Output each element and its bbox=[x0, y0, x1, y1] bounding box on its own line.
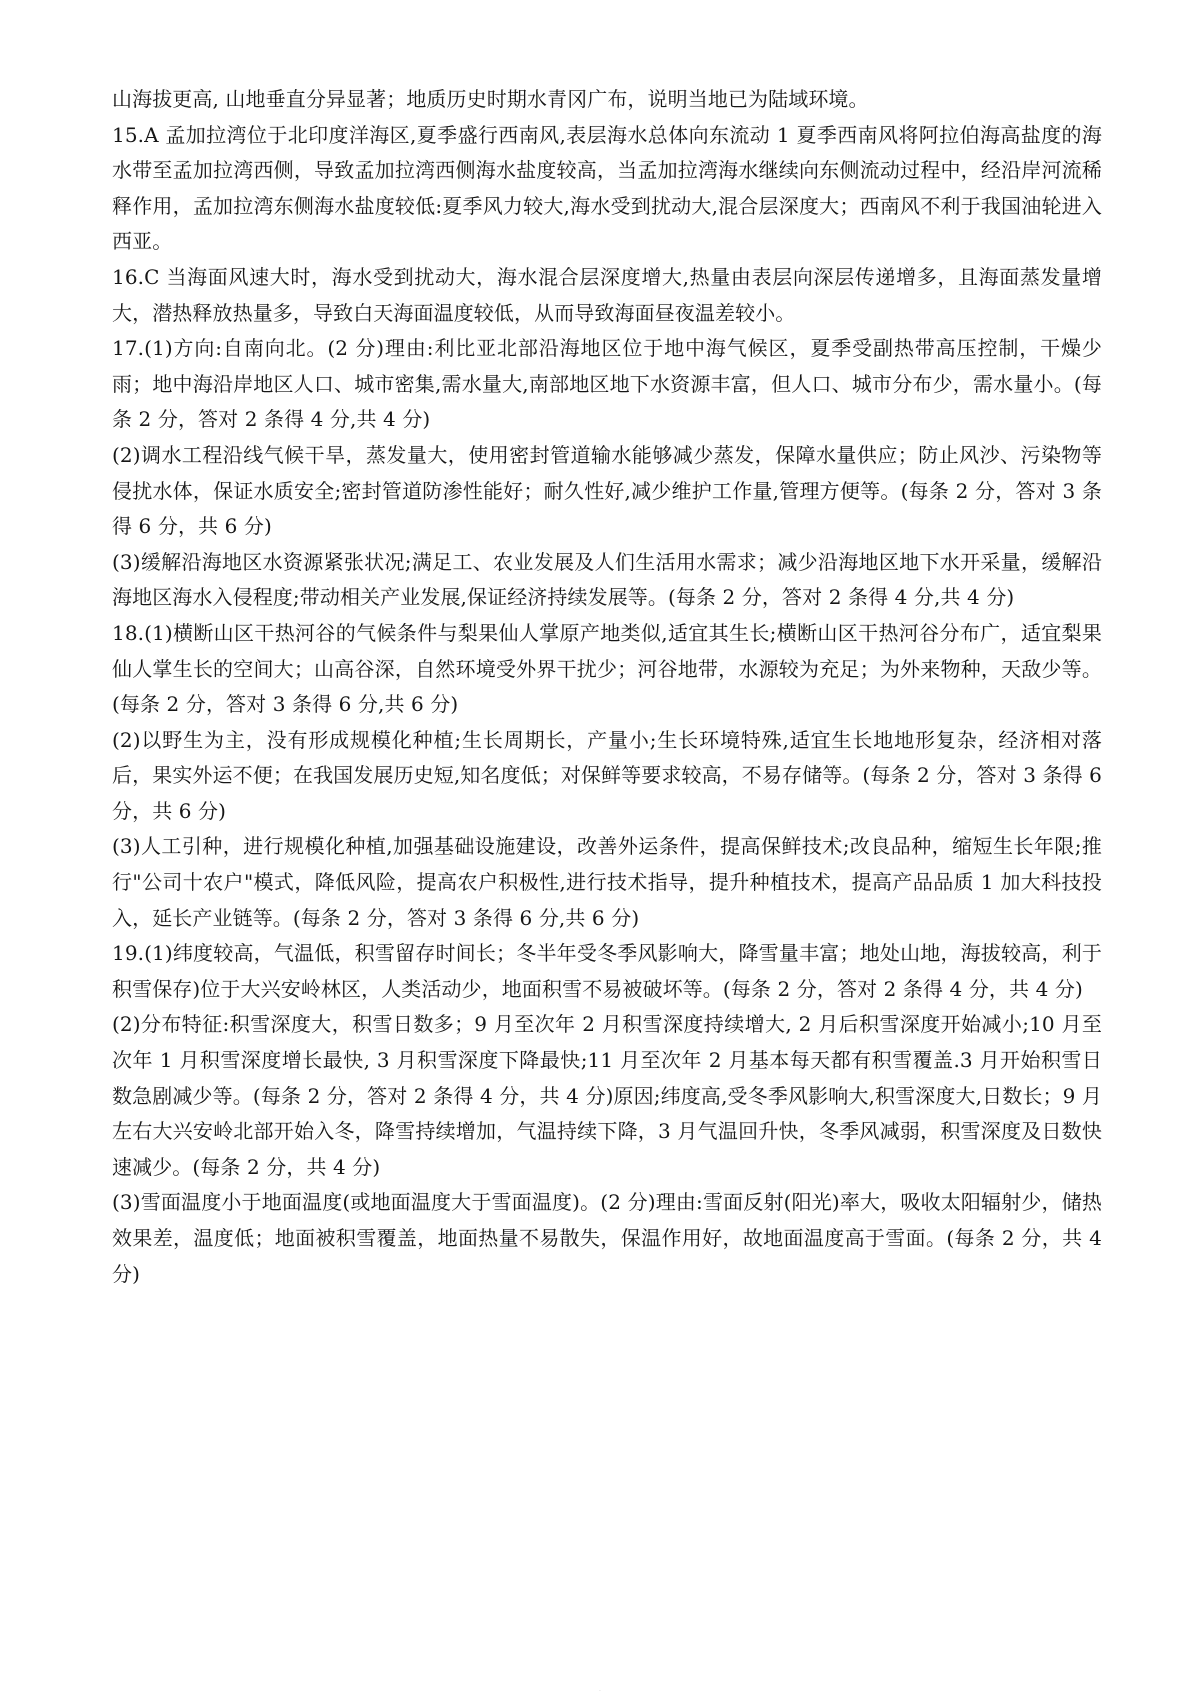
paragraph-answer-19-1: 19.(1)纬度较高，气温低，积雪留存时间长；冬半年受冬季风影响大，降雪量丰富；地处山地，海拔较高，利于积雪保存)位于大兴安岭林区，人类活动少，地面积雪不易被破坏等。(每条 2 分，答对 2 条得 4 分，共 4 分) bbox=[112, 941, 1102, 1001]
page-footer-dot: · bbox=[599, 1688, 601, 1695]
paragraph-answer-16: 16.C 当海面风速大时，海水受到扰动大，海水混合层深度增大,热量由表层向深层传递增多，且海面蒸发量增大，潜热释放热量多，导致白天海面温度较低，从而导致海面昼夜温差较小。 bbox=[112, 264, 1102, 325]
paragraph-answer-17-2: (2)调水工程沿线气候干旱，蒸发量大，使用密封管道输水能够减少蒸发，保障水量供应；防止风沙、污染物等侵扰水体，保证水质安全;密封管道防渗性能好；耐久性好,减少维护工作量,管理方便等。(每条 2 分，答对 3 条得 6 分，共 6 分) bbox=[112, 442, 1102, 539]
paragraph-answer-18-3: (3)人工引种，进行规模化种植,加强基础设施建设，改善外运条件，提高保鲜技术;改良品种，缩短生长年限;推行"公司十农户"模式，降低风险，提高农户积极性,进行技术指导，提升种植技术，提高产品品质 1 加大科技投入，延长产业链等。(每条 2 分，答对 3 条得 6 分,共 6 分) bbox=[112, 834, 1102, 930]
paragraph-answer-19-2: (2)分布特征:积雪深度大，积雪日数多；9 月至次年 2 月积雪深度持续增大, 2 月后积雪深度开始减小;10 月至次年 1 月积雪深度增长最快, 3 月积雪深度下降最快;11 月至次年 2 月基本每天都有积雪覆盖.3 月开始积雪日数急剧减少等。(每条 2 分，答对 2 条得 4 分，共 4 分)原因;纬度高,受冬季风影响大,积雪深度大,日数长；9 月左右大兴安岭北部开始入冬，降雪持续增加，气温持续下降，3 月气温回升快，冬季风减弱，积雪深度及日数快速减少。(每条 2 分，共 4 分) bbox=[112, 1012, 1102, 1179]
paragraph-answer-18-1: 18.(1)横断山区干热河谷的气候条件与梨果仙人掌原产地类似,适宜其生长;横断山区干热河谷分布广，适宜梨果仙人掌生长的空间大；山高谷深，自然环境受外界干扰少；河谷地带，水源较为充足；为外来物种，天敌少等。(每条 2 分，答对 3 条得 6 分,共 6 分) bbox=[112, 620, 1102, 717]
paragraph-answer-19-3: (3)雪面温度小于地面温度(或地面温度大于雪面温度)。(2 分)理由:雪面反射(阳光)率大，吸收太阳辐射少，储热效果差，温度低；地面被积雪覆盖，地面热量不易散失，保温作用好，故地面温度高于雪面。(每条 2 分，共 4 分) bbox=[112, 1190, 1102, 1286]
paragraph-answer-18-2: (2)以野生为主，没有形成规模化种植;生长周期长，产量小;生长环境特殊,适宜生长地地形复杂，经济相对落后，果实外运不便；在我国发展历史短,知名度低；对保鲜等要求较高，不易存储等。(每条 2 分，答对 3 条得 6 分，共 6 分) bbox=[112, 727, 1102, 823]
answer-document bbox=[112, 82, 1102, 1292]
paragraph-answer-17-3: (3)缓解沿海地区水资源紧张状况;满足工、农业发展及人们生活用水需求；减少沿海地区地下水开采量，缓解沿海地区海水入侵程度;带动相关产业发展,保证经济持续发展等。(每条 2 分，答对 2 条得 4 分,共 4 分) bbox=[112, 549, 1102, 610]
paragraph-answer-15: 15.A 孟加拉湾位于北印度洋海区,夏季盛行西南风,表层海水总体向东流动 1 夏季西南风将阿拉伯海高盐度的海水带至孟加拉湾西侧，导致孟加拉湾西侧海水盐度较高，当孟加拉湾海水继续向东侧流动过程中，经沿岸河流稀释作用，孟加拉湾东侧海水盐度较低:夏季风力较大,海水受到扰动大,混合层深度大；西南风不利于我国油轮进入西亚。 bbox=[112, 122, 1102, 254]
paragraph-answer-17-1: 17.(1)方向:自南向北。(2 分)理由:利比亚北部沿海地区位于地中海气候区，夏季受副热带高压控制，干燥少雨；地中海沿岸地区人口、城市密集,需水量大,南部地区地下水资源丰富，但人口、城市分布少，需水量小。(每条 2 分，答对 2 条得 4 分,共 4 分) bbox=[112, 336, 1102, 432]
paragraph-continuation: 山海拔更高, 山地垂直分异显著；地质历史时期水青冈广布，说明当地已为陆域环境。 bbox=[112, 87, 869, 111]
